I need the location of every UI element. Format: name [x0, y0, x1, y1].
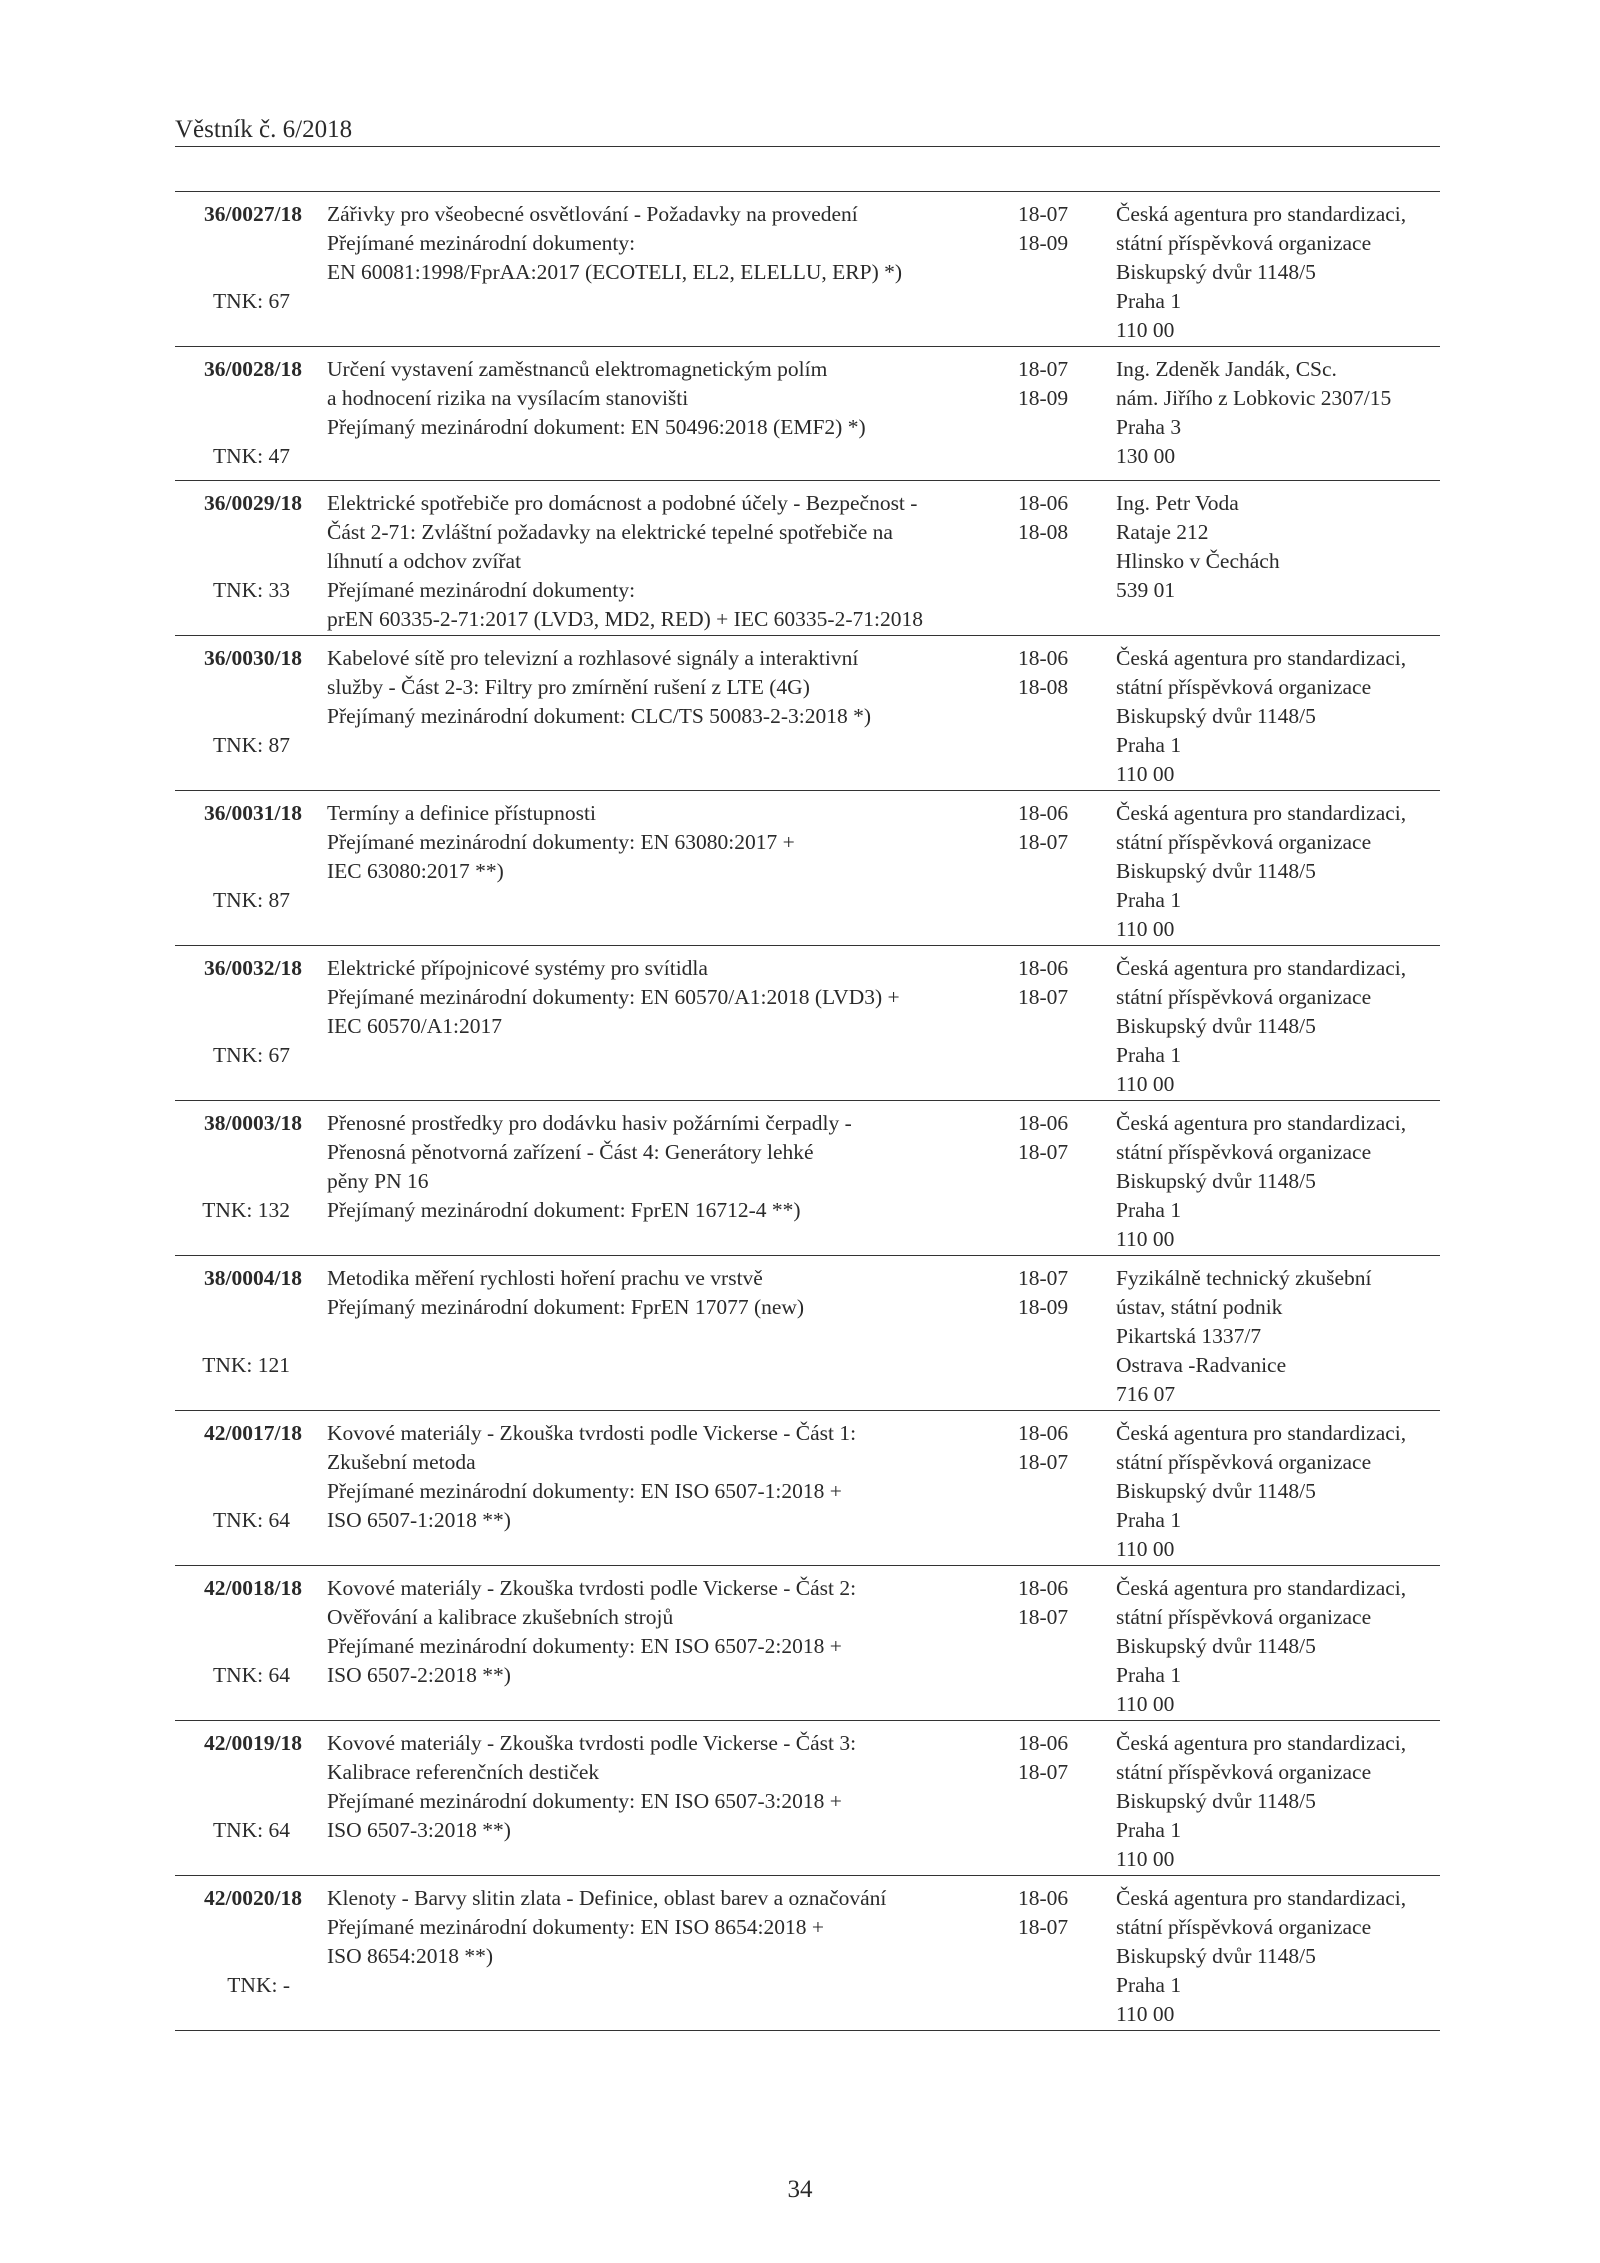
contact-address	[1116, 799, 1446, 944]
title-line: Kovové materiály - Zkouška tvrdosti podle Vickerse - Část 3:	[327, 1731, 857, 1755]
address-line: Fyzikálně technický zkušební	[1116, 1266, 1372, 1290]
title-line: Metodika měření rychlosti hoření prachu ve vrstvě	[327, 1266, 763, 1290]
address-line: Biskupský dvůr 1148/5	[1116, 1169, 1316, 1193]
title-line: Kovové materiály - Zkouška tvrdosti podle Vickerse - Část 2:	[327, 1576, 857, 1600]
title-line: Kovové materiály - Zkouška tvrdosti podle Vickerse - Část 1:	[327, 1421, 857, 1445]
address-line: Praha 3	[1116, 415, 1182, 439]
address-line: 110 00	[1116, 318, 1175, 342]
standard-dates	[1018, 799, 1108, 857]
tnk-label: TNK: 33	[212, 578, 290, 602]
address-line: Biskupský dvůr 1148/5	[1116, 859, 1316, 883]
date-line: 18-06	[1018, 1111, 1069, 1135]
standard-title	[327, 200, 1017, 287]
title-line: ISO 6507-3:2018 **)	[327, 1818, 511, 1842]
title-line: Přejímané mezinárodní dokumenty: EN ISO 6507-3:2018 +	[327, 1789, 842, 1813]
date-line: 18-08	[1018, 520, 1069, 544]
date-line: 18-06	[1018, 801, 1069, 825]
standard-dates	[1018, 1884, 1108, 1942]
tnk-label: TNK: 87	[212, 888, 290, 912]
table-row	[175, 1101, 1440, 1256]
table-row	[175, 481, 1440, 636]
contact-address	[1116, 1729, 1446, 1874]
standard-number: 42/0019/18	[204, 1731, 302, 1755]
address-line: Česká agentura pro standardizaci,	[1116, 801, 1407, 825]
date-line: 18-07	[1018, 1140, 1069, 1164]
page-header: Věstník č. 6/2018	[175, 113, 1440, 147]
address-line: Ostrava -Radvanice	[1116, 1353, 1287, 1377]
tnk-label: TNK: 64	[212, 1663, 290, 1687]
table-row	[175, 636, 1440, 791]
address-line: 110 00	[1116, 2002, 1175, 2026]
address-line: Ing. Petr Voda	[1116, 491, 1239, 515]
standard-number: 38/0004/18	[204, 1266, 302, 1290]
table-row	[175, 791, 1440, 946]
date-line: 18-07	[1018, 1450, 1069, 1474]
title-line: Přejímané mezinárodní dokumenty: EN 60570/A1:2018 (LVD3) +	[327, 985, 900, 1009]
title-line: Přejímaný mezinárodní dokument: CLC/TS 50083-2-3:2018 *)	[327, 704, 871, 728]
address-line: Česká agentura pro standardizaci,	[1116, 1111, 1407, 1135]
date-line: 18-06	[1018, 1421, 1069, 1445]
standard-dates	[1018, 1264, 1108, 1322]
title-line: Elektrické přípojnicové systémy pro svítidla	[327, 956, 708, 980]
address-line: 110 00	[1116, 1847, 1175, 1871]
address-line: Praha 1	[1116, 733, 1182, 757]
date-line: 18-06	[1018, 956, 1069, 980]
title-line: prEN 60335-2-71:2017 (LVD3, MD2, RED) + IEC 60335-2-71:2018	[327, 607, 923, 631]
title-line: Přejímané mezinárodní dokumenty: EN ISO 8654:2018 +	[327, 1915, 824, 1939]
table-row	[175, 1411, 1440, 1566]
standard-dates	[1018, 1574, 1108, 1632]
standard-dates	[1018, 355, 1108, 413]
standard-title	[327, 489, 1017, 634]
standard-dates	[1018, 644, 1108, 702]
address-line: ústav, státní podnik	[1116, 1295, 1283, 1319]
address-line: Praha 1	[1116, 1818, 1182, 1842]
contact-address	[1116, 1419, 1446, 1564]
date-line: 18-07	[1018, 1760, 1069, 1784]
standard-dates	[1018, 1729, 1108, 1787]
tnk-label: TNK: 121	[202, 1353, 290, 1377]
contact-address	[1116, 355, 1446, 471]
title-line: Přejímaný mezinárodní dokument: FprEN 17077 (new)	[327, 1295, 805, 1319]
address-line: Hlinsko v Čechách	[1116, 549, 1280, 573]
address-line: Biskupský dvůr 1148/5	[1116, 704, 1316, 728]
date-line: 18-09	[1018, 1295, 1069, 1319]
address-line: Rataje 212	[1116, 520, 1209, 544]
title-line: ISO 6507-2:2018 **)	[327, 1663, 511, 1687]
address-line: Biskupský dvůr 1148/5	[1116, 1479, 1316, 1503]
contact-address	[1116, 1264, 1446, 1409]
title-line: Kabelové sítě pro televizní a rozhlasové signály a interaktivní	[327, 646, 859, 670]
contact-address	[1116, 1884, 1446, 2029]
title-line: Zářivky pro všeobecné osvětlování - Požadavky na provedení	[327, 202, 858, 226]
title-line: Přejímané mezinárodní dokumenty: EN 63080:2017 +	[327, 830, 795, 854]
address-line: Biskupský dvůr 1148/5	[1116, 1789, 1316, 1813]
address-line: Česká agentura pro standardizaci,	[1116, 646, 1407, 670]
standard-dates	[1018, 1419, 1108, 1477]
table-row	[175, 192, 1440, 347]
tnk-label: TNK: 87	[212, 733, 290, 757]
address-line: 716 07	[1116, 1382, 1176, 1406]
title-line: Elektrické spotřebiče pro domácnost a podobné účely - Bezpečnost -	[327, 491, 918, 515]
standard-number: 36/0030/18	[204, 646, 302, 670]
contact-address	[1116, 489, 1446, 605]
contact-address	[1116, 954, 1446, 1099]
address-line: Biskupský dvůr 1148/5	[1116, 1944, 1316, 1968]
date-line: 18-07	[1018, 202, 1069, 226]
standard-title	[327, 799, 1017, 886]
tnk-label: TNK: 47	[212, 444, 290, 468]
address-line: Česká agentura pro standardizaci,	[1116, 1576, 1407, 1600]
standard-number: 36/0027/18	[204, 202, 302, 226]
standard-number: 36/0028/18	[204, 357, 302, 381]
date-line: 18-07	[1018, 1266, 1069, 1290]
address-line: 110 00	[1116, 1537, 1175, 1561]
standard-title	[327, 1264, 1017, 1322]
date-line: 18-06	[1018, 491, 1069, 515]
date-line: 18-07	[1018, 357, 1069, 381]
title-line: služby - Část 2-3: Filtry pro zmírnění rušení z LTE (4G)	[327, 675, 810, 699]
title-line: ISO 8654:2018 **)	[327, 1944, 494, 1968]
title-line: Přenosné prostředky pro dodávku hasiv požárními čerpadly -	[327, 1111, 852, 1135]
address-line: státní příspěvková organizace	[1116, 1760, 1372, 1784]
table-row	[175, 1566, 1440, 1721]
address-line: státní příspěvková organizace	[1116, 1915, 1372, 1939]
address-line: státní příspěvková organizace	[1116, 985, 1372, 1009]
tnk-label: TNK: 64	[212, 1818, 290, 1842]
address-line: 539 01	[1116, 578, 1176, 602]
contact-address	[1116, 644, 1446, 789]
title-line: Určení vystavení zaměstnanců elektromagnetickým polím	[327, 357, 828, 381]
standard-title	[327, 954, 1017, 1041]
standard-title	[327, 1884, 1017, 1971]
standard-title	[327, 1729, 1017, 1845]
page-number: 34	[787, 2176, 813, 2203]
standard-title	[327, 644, 1017, 731]
address-line: státní příspěvková organizace	[1116, 675, 1372, 699]
title-line: Termíny a definice přístupnosti	[327, 801, 596, 825]
date-line: 18-09	[1018, 386, 1069, 410]
title-line: Přejímaný mezinárodní dokument: EN 50496:2018 (EMF2) *)	[327, 415, 866, 439]
date-line: 18-06	[1018, 1731, 1069, 1755]
date-line: 18-07	[1018, 830, 1069, 854]
contact-address	[1116, 1109, 1446, 1254]
standard-dates	[1018, 954, 1108, 1012]
address-line: 110 00	[1116, 762, 1175, 786]
standard-number: 42/0020/18	[204, 1886, 302, 1910]
title-line: Přenosná pěnotvorná zařízení - Část 4: Generátory lehké	[327, 1140, 814, 1164]
title-line: Přejímané mezinárodní dokumenty:	[327, 578, 636, 602]
address-line: 110 00	[1116, 1227, 1175, 1251]
address-line: Biskupský dvůr 1148/5	[1116, 1634, 1316, 1658]
title-line: Přejímaný mezinárodní dokument: FprEN 16712-4 **)	[327, 1198, 801, 1222]
address-line: 110 00	[1116, 917, 1175, 941]
table-row	[175, 1721, 1440, 1876]
address-line: Česká agentura pro standardizaci,	[1116, 1886, 1407, 1910]
tnk-label: TNK: 132	[202, 1198, 290, 1222]
standard-title	[327, 355, 1017, 442]
title-line: a hodnocení rizika na vysílacím stanovišti	[327, 386, 689, 410]
address-line: Praha 1	[1116, 1198, 1182, 1222]
date-line: 18-06	[1018, 1886, 1069, 1910]
address-line: 110 00	[1116, 1072, 1175, 1096]
title-line: líhnutí a odchov zvířat	[327, 549, 522, 573]
standard-dates	[1018, 200, 1108, 258]
address-line: 110 00	[1116, 1692, 1175, 1716]
title-line: IEC 60570/A1:2017	[327, 1014, 502, 1038]
address-line: Praha 1	[1116, 1663, 1182, 1687]
address-line: státní příspěvková organizace	[1116, 231, 1372, 255]
title-line: Klenoty - Barvy slitin zlata - Definice, oblast barev a označování	[327, 1886, 887, 1910]
title-line: Přejímané mezinárodní dokumenty: EN ISO 6507-2:2018 +	[327, 1634, 842, 1658]
address-line: Praha 1	[1116, 888, 1182, 912]
address-line: státní příspěvková organizace	[1116, 830, 1372, 854]
address-line: Biskupský dvůr 1148/5	[1116, 260, 1316, 284]
address-line: nám. Jiřího z Lobkovic 2307/15	[1116, 386, 1392, 410]
address-line: Česká agentura pro standardizaci,	[1116, 1421, 1407, 1445]
address-line: státní příspěvková organizace	[1116, 1140, 1372, 1164]
title-line: Přejímané mezinárodní dokumenty: EN ISO 6507-1:2018 +	[327, 1479, 842, 1503]
standard-number: 36/0032/18	[204, 956, 302, 980]
title-line: Část 2-71: Zvláštní požadavky na elektrické tepelné spotřebiče na	[327, 520, 893, 544]
tnk-label: TNK: 67	[212, 289, 290, 313]
date-line: 18-08	[1018, 675, 1069, 699]
address-line: Česká agentura pro standardizaci,	[1116, 956, 1407, 980]
date-line: 18-06	[1018, 646, 1069, 670]
standard-number: 42/0017/18	[204, 1421, 302, 1445]
date-line: 18-07	[1018, 985, 1069, 1009]
address-line: Praha 1	[1116, 1043, 1182, 1067]
contact-address	[1116, 1574, 1446, 1719]
address-line: Ing. Zdeněk Jandák, CSc.	[1116, 357, 1337, 381]
address-line: Pikartská 1337/7	[1116, 1324, 1262, 1348]
date-line: 18-06	[1018, 1576, 1069, 1600]
standards-table	[175, 191, 1440, 2031]
table-row	[175, 1876, 1440, 2031]
title-line: IEC 63080:2017 **)	[327, 859, 504, 883]
standard-title	[327, 1419, 1017, 1535]
address-line: státní příspěvková organizace	[1116, 1605, 1372, 1629]
title-line: pěny PN 16	[327, 1169, 429, 1193]
table-row	[175, 946, 1440, 1101]
title-line: Zkušební metoda	[327, 1450, 476, 1474]
address-line: Praha 1	[1116, 1508, 1182, 1532]
address-line: Česká agentura pro standardizaci,	[1116, 1731, 1407, 1755]
title-line: Ověřování a kalibrace zkušebních strojů	[327, 1605, 674, 1629]
address-line: Praha 1	[1116, 1973, 1182, 1997]
title-line: Kalibrace referenčních destiček	[327, 1760, 600, 1784]
tnk-label: TNK: 64	[212, 1508, 290, 1532]
standard-number: 42/0018/18	[204, 1576, 302, 1600]
date-line: 18-07	[1018, 1605, 1069, 1629]
tnk-label: TNK: -	[227, 1973, 290, 1997]
table-row	[175, 347, 1440, 481]
standard-number: 36/0031/18	[204, 801, 302, 825]
standard-title	[327, 1574, 1017, 1690]
standard-dates	[1018, 489, 1108, 547]
title-line: ISO 6507-1:2018 **)	[327, 1508, 511, 1532]
contact-address	[1116, 200, 1446, 345]
date-line: 18-09	[1018, 231, 1069, 255]
standard-number: 36/0029/18	[204, 491, 302, 515]
title-line: EN 60081:1998/FprAA:2017 (ECOTELI, EL2, ELELLU, ERP) *)	[327, 260, 903, 284]
title-line: Přejímané mezinárodní dokumenty:	[327, 231, 636, 255]
address-line: státní příspěvková organizace	[1116, 1450, 1372, 1474]
address-line: 130 00	[1116, 444, 1176, 468]
address-line: Praha 1	[1116, 289, 1182, 313]
tnk-label: TNK: 67	[212, 1043, 290, 1067]
table-row	[175, 1256, 1440, 1411]
address-line: Česká agentura pro standardizaci,	[1116, 202, 1407, 226]
address-line: Biskupský dvůr 1148/5	[1116, 1014, 1316, 1038]
standard-number: 38/0003/18	[204, 1111, 302, 1135]
standard-dates	[1018, 1109, 1108, 1167]
date-line: 18-07	[1018, 1915, 1069, 1939]
standard-title	[327, 1109, 1017, 1225]
